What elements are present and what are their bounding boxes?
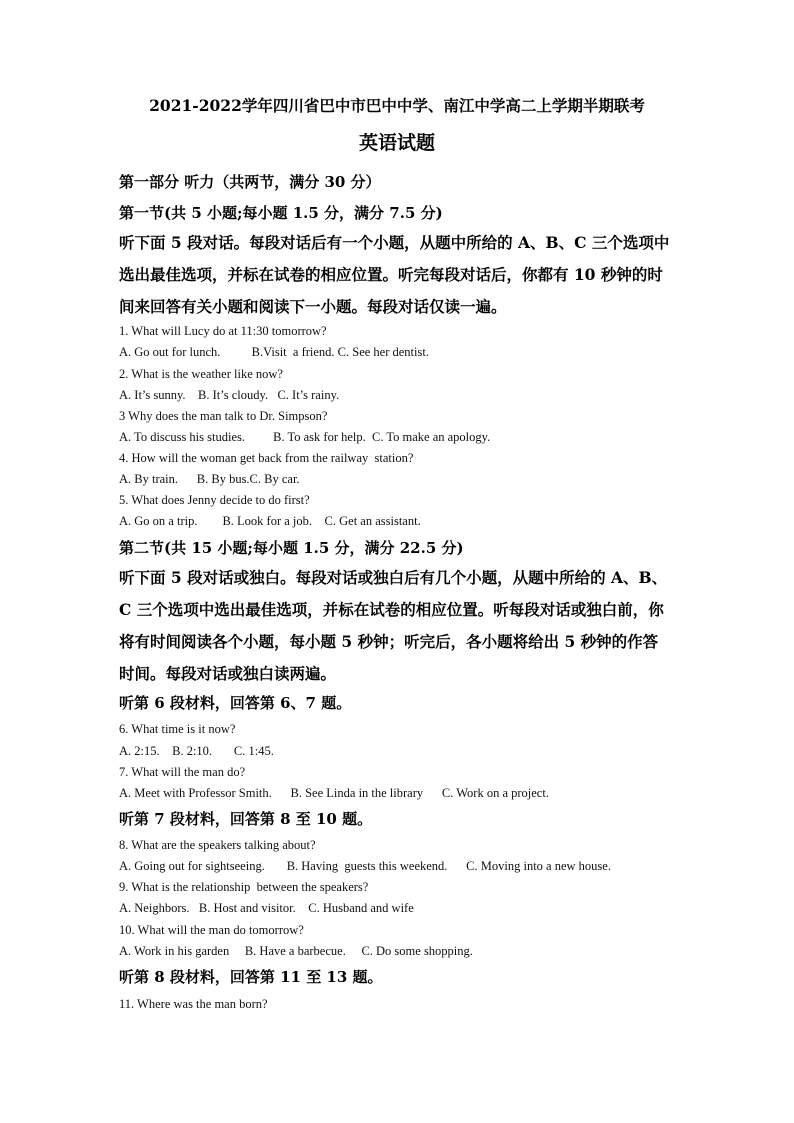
instruction-line: 听下面 5 段对话或独白。每段对话或独白后有几个小题，从题中所给的 A、B、 — [119, 568, 668, 587]
document-title: 2021-2022学年四川省巴中市巴中中学、南江中学高二上学期半期联考 — [149, 96, 645, 115]
material8-heading: 听第 8 段材料，回答第 11 至 13 题。 — [119, 968, 383, 986]
instruction-line: 选出最佳选项，并标在试卷的相应位置。听完每段对话后，你都有 10 秒钟的时 — [119, 265, 663, 284]
question-11: 11. Where was the man born? — [119, 997, 268, 1011]
question-6-options: A. 2:15. B. 2:10. C. 1:45. — [119, 744, 274, 758]
instruction-line: C 三个选项中选出最佳选项，并标在试卷的相应位置。听每段对话或独白前，你 — [119, 600, 664, 619]
material7-heading: 听第 7 段材料，回答第 8 至 10 题。 — [119, 810, 373, 828]
instruction-line: 听下面 5 段对话。每段对话后有一个小题，从题中所给的 A、B、C 三个选项中 — [119, 233, 670, 252]
section1-heading: 第一节(共 5 小题;每小题 1.5 分，满分 7.5 分) — [119, 204, 443, 222]
question-6: 6. What time is it now? — [119, 722, 236, 736]
question-10: 10. What will the man do tomorrow? — [119, 923, 304, 937]
question-7: 7. What will the man do? — [119, 765, 246, 779]
section2-instructions — [119, 562, 679, 690]
question-9-options: A. Neighbors. B. Host and visitor. C. Husband and wife — [119, 901, 414, 915]
section1-instructions — [119, 227, 679, 323]
question-1: 1. What will Lucy do at 11:30 tomorrow? — [119, 324, 327, 338]
instruction-line: 将有时间阅读各个小题，每小题 5 秒钟；听完后，各小题将给出 5 秒钟的作答 — [119, 632, 659, 651]
question-8-options: A. Going out for sightseeing. B. Having guests this weekend. C. Moving into a new house. — [119, 859, 611, 873]
part1-heading: 第一部分 听力（共两节，满分 30 分） — [119, 173, 381, 191]
document-subtitle: 英语试题 — [358, 132, 435, 154]
question-8: 8. What are the speakers talking about? — [119, 838, 316, 852]
question-10-options: A. Work in his garden B. Have a barbecue. C. Do some shopping. — [119, 944, 473, 958]
question-9: 9. What is the relationship between the speakers? — [119, 880, 369, 894]
section2-heading: 第二节(共 15 小题;每小题 1.5 分，满分 22.5 分) — [119, 539, 464, 557]
question-3: 3 Why does the man talk to Dr. Simpson? — [119, 409, 328, 423]
question-2-options: A. It’s sunny. B. It’s cloudy. C. It’s rainy. — [119, 388, 340, 402]
question-5: 5. What does Jenny decide to do first? — [119, 493, 310, 507]
question-2: 2. What is the weather like now? — [119, 367, 283, 381]
question-4-options: A. By train. B. By bus.C. By car. — [119, 472, 300, 486]
question-4: 4. How will the woman get back from the railway station? — [119, 451, 414, 465]
question-3-options: A. To discuss his studies. B. To ask for help. C. To make an apology. — [119, 430, 491, 444]
question-5-options: A. Go on a trip. B. Look for a job. C. Get an assistant. — [119, 514, 421, 528]
question-7-options: A. Meet with Professor Smith. B. See Linda in the library C. Work on a project. — [119, 786, 549, 800]
question-1-options: A. Go out for lunch. B.Visit a friend. C. See her dentist. — [119, 345, 429, 359]
material6-heading: 听第 6 段材料，回答第 6、7 题。 — [119, 694, 352, 712]
instruction-line: 间来回答有关小题和阅读下一小题。每段对话仅读一遍。 — [119, 297, 507, 316]
instruction-line: 时间。每段对话或独白读两遍。 — [119, 664, 337, 683]
